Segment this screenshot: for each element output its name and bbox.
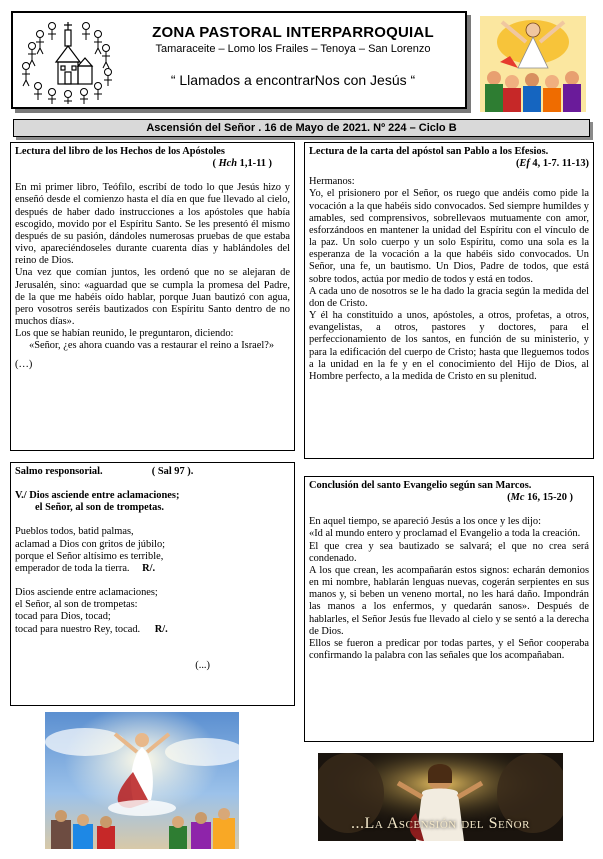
first-reading-title: Lectura del libro de los Hechos de los Apóstoles: [15, 146, 225, 157]
psalm-verse: tocad para Dios, tocad;: [15, 611, 111, 623]
motto: “ Llamados a encontrarNos con Jesús “: [170, 72, 416, 88]
parishes-subtitle: Tamaraceite – Lomo los Frailes – Tenoya – San Lorenzo: [155, 43, 431, 55]
first-reading-paragraph: «Señor, ¿es ahora cuando vas a restaurar el reino a Israel?»: [29, 340, 275, 352]
psalm-title: Salmo responsorial.: [15, 466, 103, 477]
second-reading-reference: (Ef 4, 1-7. 11-13): [515, 158, 589, 170]
second-reading-paragraph: Hermanos:: [309, 176, 355, 188]
first-reading-paragraph: Una vez que comían juntos, les ordenó que no se alejaran de Jerusalén, sino: «aguardad que se cumpla la promesa del Padre, de la que me habéis oído hablar, porque Juan bautizó con agua, pero vosotros seréis bautizados con Espíritu Santo dentro de no muchos días».: [15, 267, 290, 328]
second-reading-box: [304, 142, 594, 459]
psalm-verse-line: tocad para nuestro Rey, tocad. R/.: [15, 623, 168, 635]
ascension-illustration: [480, 16, 586, 112]
second-reading-paragraph: A cada uno de nosotros se le ha dado la gracia según la medida del don de Cristo.: [309, 285, 589, 309]
second-reading-paragraph: Y él ha constituido a unos, apóstoles, a otros, profetas, a otros, evangelistas, a otros, pastores y doctores, para el perfeccionamiento de los santos, en función de su ministerio, y para la edificación del cuerpo de Cristo; hasta que lleguemos todos a la unidad en la fe y en el conocimiento del Hijo de Dios, al Hombre perfecto, a la medida de Cristo en su plenitud.: [309, 310, 589, 382]
psalm-verse: porque el Señor altísimo es terrible,: [15, 550, 164, 562]
gospel-title: Conclusión del santo Evangelio según san Marcos.: [309, 480, 532, 491]
church-people-logo: [16, 16, 120, 104]
first-reading-reference: ( Hch 1,1-11 ): [212, 158, 272, 170]
date-bar: Ascensión del Señor . 16 de Mayo de 2021. Nº 224 – Ciclo B: [13, 119, 590, 137]
first-reading-box: [10, 142, 295, 451]
psalm-verse: Pueblos todos, batid palmas,: [15, 526, 134, 538]
psalm-response-mark: R/.: [142, 562, 156, 574]
gospel-box: [304, 476, 594, 742]
first-reading-ellipsis: (…): [15, 358, 33, 370]
gospel-paragraph: El que crea y sea bautizado se salvará; el que no crea será condenado.: [309, 540, 589, 564]
zone-title: ZONA PASTORAL INTERPARROQUIAL: [152, 24, 434, 41]
psalm-verse: Dios asciende entre aclamaciones;: [15, 587, 158, 599]
psalm-box: [10, 462, 295, 706]
gospel-paragraph: Ellos se fueron a predicar por todas partes, y el Señor cooperaba confirmando la palabra con las señales que los acompañaban.: [309, 637, 589, 662]
psalm-verse: aclamad a Dios con gritos de júbilo;: [15, 538, 166, 550]
psalm-reference: ( Sal 97 ).: [151, 466, 194, 477]
psalm-verse-line: emperador de toda la tierra. R/.: [15, 562, 156, 574]
ascension-painting: [45, 712, 239, 849]
psalm-verse: el Señor, al son de trompetas:: [15, 599, 138, 611]
gospel-reference: (Mc 16, 15-20 ): [507, 492, 573, 504]
second-reading-paragraph: Yo, el prisionero por el Señor, os ruego que andéis como pide la vocación a la que habéis sido convocados. Sed siempre humildes y amables, sed comprensivos, sobrellevaos mutuamente con amor, esforzándoos en mantener la unidad del Espíritu con el vínculo de la paz. Un solo cuerpo y un solo Espíritu, como una sola es la esperanza de la vocación a la que habéis sido convocados. Un Señor, una fe, un bautismo. Un Dios, Padre de todos, que está sobre todos, actúa por medio de todos y está en todos.: [309, 188, 589, 285]
second-reading-title: Lectura de la carta del apóstol san Pablo a los Efesios.: [309, 146, 549, 157]
psalm-response-line1: V./ Dios asciende entre aclamaciones;: [15, 490, 180, 502]
first-reading-paragraph: Los que se habían reunido, le preguntaron, diciendo:: [15, 328, 234, 340]
gospel-paragraph: A los que crean, les acompañarán estos signos: echarán demonios en mi nombre, hablarán lenguas nuevas, cogerán serpientes en sus manos y, si beben un veneno mortal, no les hará daño. Impondrán las manos a los enfermos, y quedarán sanos». Después de hablarles, el Señor Jesús fue llevado al cielo y se sentó a la derecha de Dios.: [309, 564, 589, 637]
psalm-response-line2: el Señor, al son de trompetas.: [35, 502, 165, 514]
gospel-paragraph: En aquel tiempo, se apareció Jesús a los once y les dijo:: [309, 516, 541, 528]
psalm-ellipsis: (...): [195, 659, 210, 671]
banner-caption: ...La Ascensión del Señor: [351, 815, 530, 832]
psalm-title-line: [15, 466, 290, 478]
first-reading-paragraph: En mi primer libro, Teófilo, escribí de todo lo que Jesús hizo y enseñó desde el comienzo hasta el día en que fue llevado al cielo, después de haber dado instrucciones a los apóstoles que había escogido, movido por el Espíritu Santo. Se les presentó él mismo después de su pasión, dándoles numerosas pruebas de que estaba vivo, apareciéndoseles durante cuarenta días y hablándoles del reino de Dios.: [15, 182, 290, 267]
gospel-paragraph: «Id al mundo entero y proclamad el Evangelio a toda la creación.: [309, 528, 581, 540]
psalm-response-mark: R/.: [154, 623, 168, 635]
